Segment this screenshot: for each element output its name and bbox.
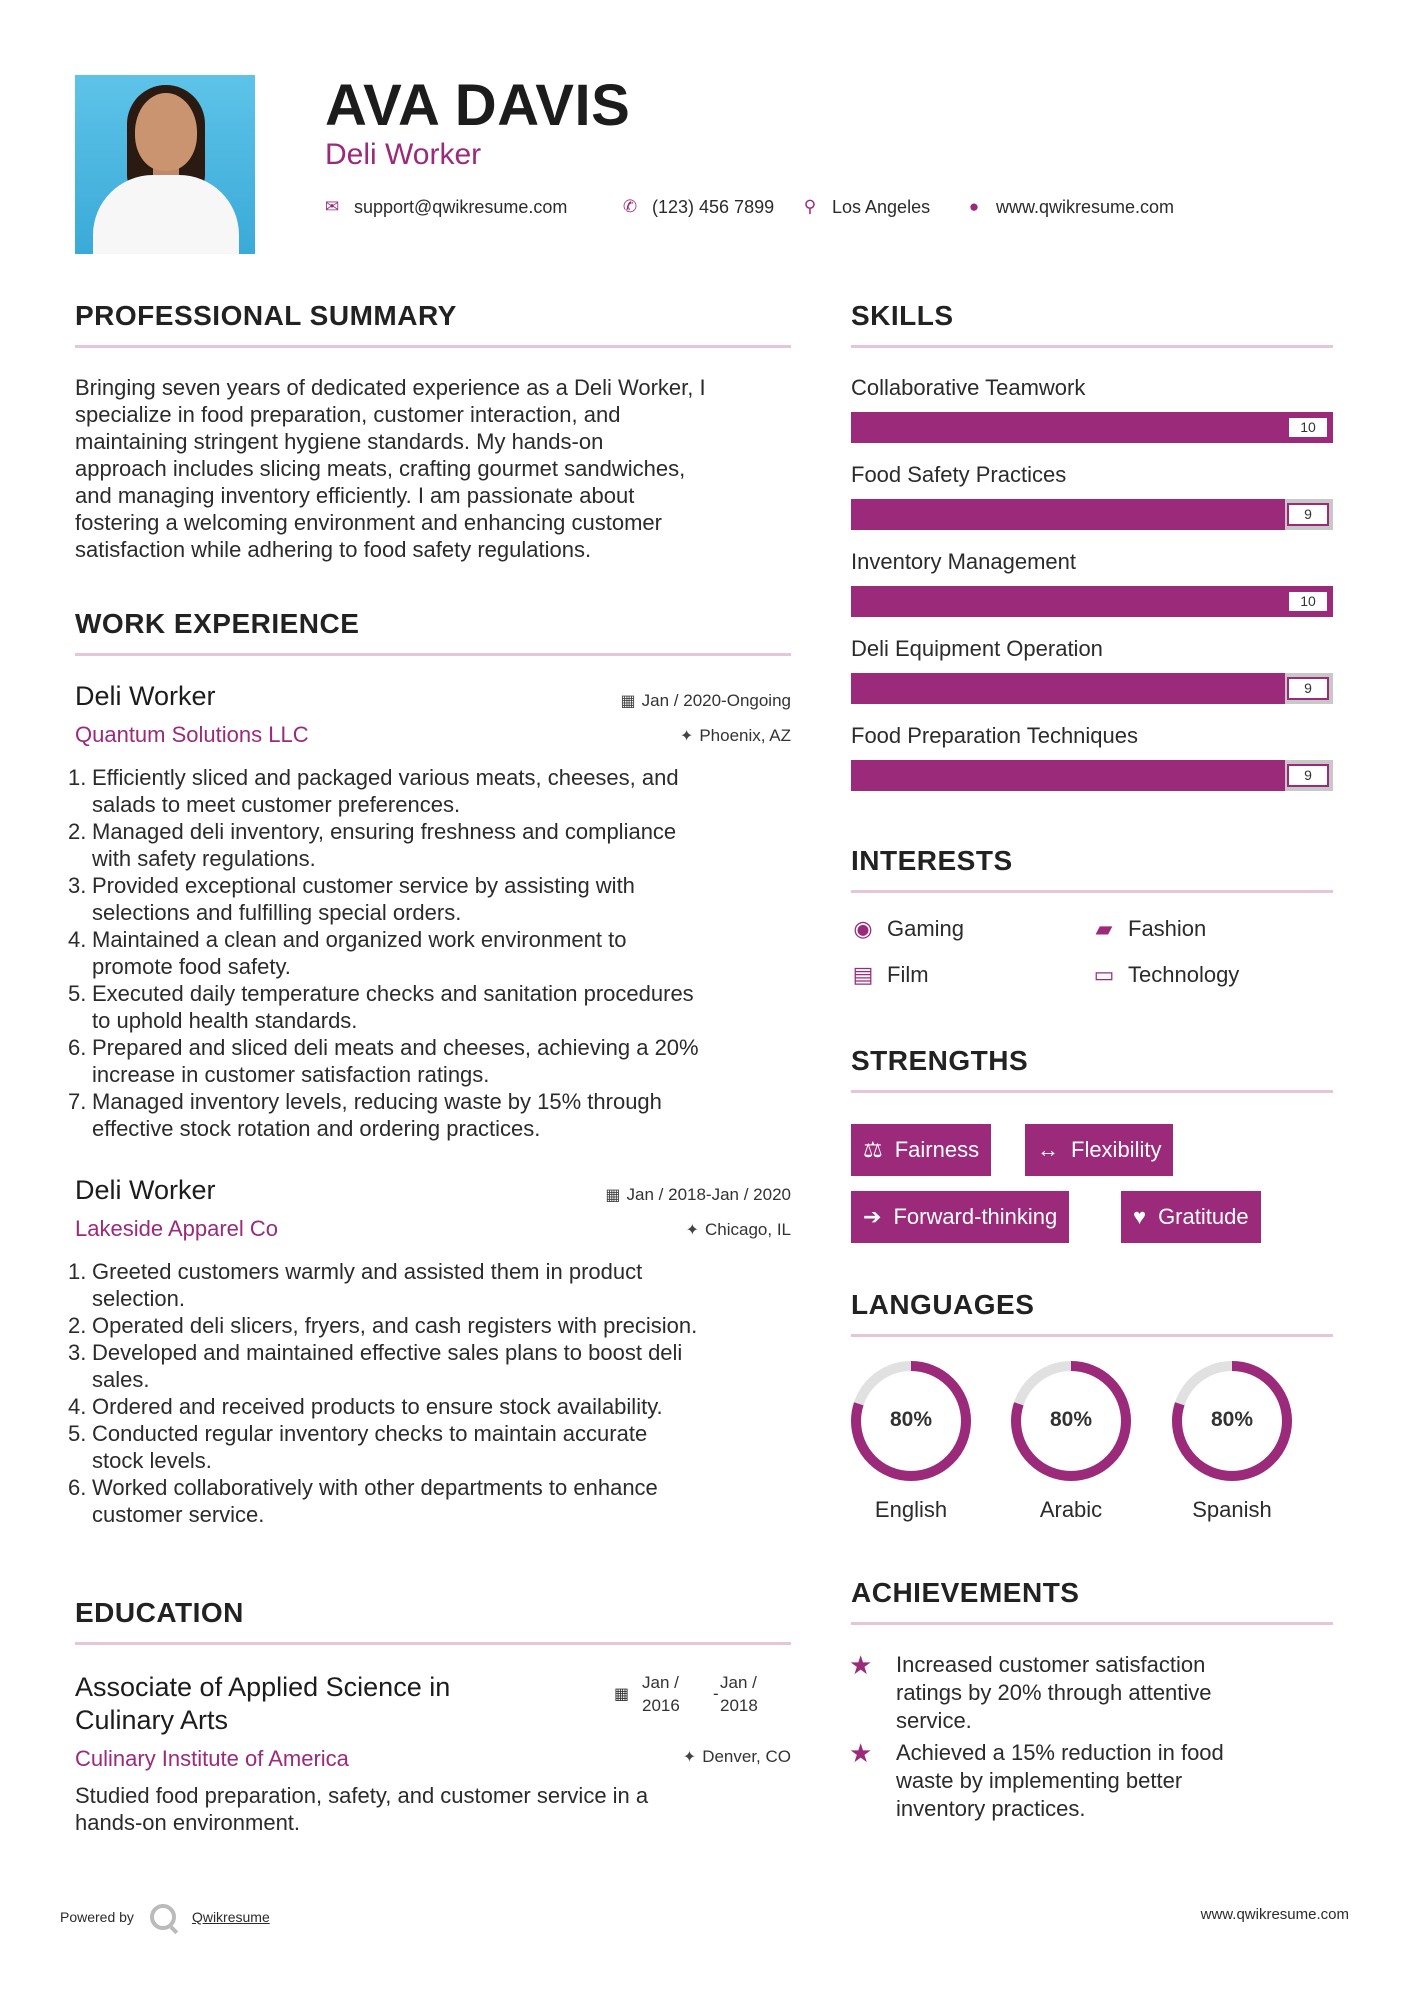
candidate-role: Deli Worker: [325, 138, 482, 171]
skill-bar-fill: [851, 499, 1285, 530]
interest-item: ▤ Film: [849, 962, 929, 988]
job-location: ✦ Phoenix, AZ: [679, 726, 791, 745]
list-item: 2. Managed deli inventory, ensuring freshness and compliance with safety regulations.: [68, 819, 677, 871]
strengths-divider: [851, 1090, 1333, 1093]
star-icon: ★: [849, 1650, 873, 1680]
calendar-icon: ▦: [614, 1686, 630, 1703]
laptop-icon: ▭: [1093, 962, 1115, 987]
achievement-text: Increased customer satisfaction ratings by 20% through attentive service.: [896, 1652, 1212, 1733]
interest-item: ▰ Fashion: [1090, 916, 1206, 942]
language-percent: 80%: [1210, 1408, 1254, 1431]
job-company: Lakeside Apparel Co: [75, 1216, 279, 1241]
education-location: ✦ Denver, CO: [682, 1747, 791, 1766]
skill-bar-fill: [851, 673, 1285, 704]
strength-tag: ➔ Forward-thinking: [851, 1191, 1069, 1243]
achievement-text: Achieved a 15% reduction in food waste by implementing better inventory practices.: [896, 1740, 1224, 1821]
language-name: Arabic: [1039, 1497, 1103, 1522]
calendar-icon: ▦: [605, 1187, 621, 1204]
languages-divider: [851, 1334, 1333, 1337]
skill-score: 9: [1287, 764, 1329, 787]
qwikresume-link[interactable]: Qwikresume: [191, 1909, 270, 1925]
interests-divider: [851, 890, 1333, 893]
location-text: Los Angeles: [832, 196, 931, 217]
star-icon: ★: [849, 1738, 873, 1768]
balance-scale-icon: ⚖: [863, 1137, 883, 1162]
languages-heading: LANGUAGES: [851, 1289, 1035, 1320]
skill-bar-fill: [851, 412, 1333, 443]
list-item: 6. Worked collaboratively with other departments to enhance customer service.: [68, 1475, 658, 1527]
achievements-divider: [851, 1622, 1333, 1625]
list-item: 7. Managed inventory levels, reducing waste by 15% through effective stock rotation and ordering practices.: [68, 1089, 662, 1141]
skill-score: 10: [1287, 416, 1329, 439]
list-item: 5. Executed daily temperature checks and sanitation procedures to uphold health standards.: [68, 981, 694, 1033]
education-heading: EDUCATION: [75, 1597, 244, 1628]
job-company: Quantum Solutions LLC: [75, 722, 309, 747]
powered-by-label: Powered by: [60, 1909, 134, 1925]
skill-bar: [851, 673, 1333, 704]
language-percent: 80%: [889, 1408, 933, 1431]
skill-name: Food Safety Practices: [851, 462, 1067, 487]
skill-bar: [851, 499, 1333, 530]
skill-bar-fill: [851, 586, 1333, 617]
education-divider: [75, 1642, 791, 1645]
contact-email[interactable]: [322, 193, 567, 221]
website-text: www.qwikresume.com: [996, 196, 1175, 217]
interests-heading: INTERESTS: [851, 845, 1013, 876]
pin-icon: ✦: [685, 1222, 699, 1239]
job-location: ✦ Chicago, IL: [685, 1220, 791, 1239]
skill-name: Deli Equipment Operation: [851, 636, 1103, 661]
achievements-heading: ACHIEVEMENTS: [851, 1577, 1080, 1608]
job-dates: ▦ Jan / 2020-Ongoing: [620, 691, 791, 710]
phone-text: (123) 456 7899: [652, 196, 775, 217]
shopping-bag-icon: ▰: [1095, 916, 1113, 941]
list-item: 4. Ordered and received products to ensure stock availability.: [68, 1394, 663, 1419]
envelope-icon: ✉: [324, 197, 340, 216]
summary-divider: [75, 345, 791, 348]
footer-website[interactable]: www.qwikresume.com: [1200, 1906, 1349, 1923]
list-item: 1. Greeted customers warmly and assisted them in product selection.: [68, 1259, 643, 1311]
job-duties-list: [68, 764, 798, 1142]
list-item: 3. Provided exceptional customer service by assisting with selections and fulfilling special orders.: [68, 873, 635, 925]
skill-name: Inventory Management: [851, 549, 1077, 574]
language-name: English: [874, 1497, 948, 1522]
film-icon: ▤: [852, 962, 874, 987]
skills-divider: [851, 345, 1333, 348]
skills-heading: SKILLS: [851, 300, 954, 331]
skill-bar: [851, 760, 1333, 791]
arrows-horizontal-icon: ↔: [1037, 1137, 1059, 1162]
list-item: 4. Maintained a clean and organized work environment to promote food safety.: [68, 927, 627, 979]
job-title: Deli Worker: [75, 1175, 216, 1205]
profile-photo: [75, 75, 255, 254]
list-item: 3. Developed and maintained effective sales plans to boost deli sales.: [68, 1340, 683, 1392]
experience-divider: [75, 653, 791, 656]
map-marker-icon: ⚲: [803, 197, 817, 216]
arrow-right-icon: ➔: [863, 1204, 882, 1229]
job-duties-list: [68, 1258, 798, 1528]
strength-tag: ↔ Flexibility: [1025, 1124, 1173, 1176]
list-item: 6. Prepared and sliced deli meats and cheeses, achieving a 20% increase in customer satisfaction ratings.: [68, 1035, 699, 1087]
pin-icon: ✦: [679, 728, 694, 745]
footer-powered-by: [60, 1904, 270, 1930]
summary-heading: PROFESSIONAL SUMMARY: [75, 300, 457, 331]
skill-score: 10: [1287, 590, 1329, 613]
education-description: Studied food preparation, safety, and customer service in a hands-on environment.: [75, 1783, 649, 1835]
strength-tag: ⚖ Fairness: [851, 1124, 991, 1176]
job-title: Deli Worker: [75, 681, 216, 711]
strengths-heading: STRENGTHS: [851, 1045, 1029, 1076]
heart-icon: ♥: [1133, 1204, 1147, 1229]
contact-phone[interactable]: [620, 193, 774, 221]
degree-title: Associate of Applied Science in Culinary Arts: [75, 1672, 451, 1735]
interest-item: ◉ Gaming: [849, 916, 964, 942]
qwikresume-logo-icon: [150, 1904, 176, 1930]
skill-bar: [851, 586, 1333, 617]
contact-location: [800, 193, 930, 221]
globe-icon: ●: [968, 197, 980, 216]
skill-score: 9: [1287, 503, 1329, 526]
candidate-name: AVA DAVIS: [325, 73, 631, 138]
skill-score: 9: [1287, 677, 1329, 700]
gamepad-icon: ◉: [853, 916, 873, 941]
email-text: support@qwikresume.com: [354, 196, 568, 217]
calendar-icon: ▦: [620, 693, 636, 710]
skill-bar: [851, 412, 1333, 443]
school-name: Culinary Institute of America: [75, 1746, 349, 1771]
list-item: 2. Operated deli slicers, fryers, and cash registers with precision.: [68, 1313, 698, 1338]
summary-text: Bringing seven years of dedicated experience as a Deli Worker, I specialize in food preparation, customer interaction, and maintaining stringent hygiene standards. My hands-on approach includes slicing meats, crafting gourmet sandwiches, and managing inventory efficiently. I am passionate about fostering a welcoming environment and enhancing customer satisfaction while adhering to food safety regulations.: [75, 375, 706, 562]
strength-tag: ♥ Gratitude: [1121, 1191, 1261, 1243]
language-percent: 80%: [1049, 1408, 1093, 1431]
contact-website[interactable]: [964, 193, 1174, 221]
phone-icon: ✆: [622, 197, 638, 216]
language-name: Spanish: [1192, 1497, 1272, 1522]
skill-name: Food Preparation Techniques: [851, 723, 1139, 748]
interest-item: ▭ Technology: [1090, 962, 1239, 988]
experience-heading: WORK EXPERIENCE: [75, 608, 360, 639]
pin-icon: ✦: [682, 1749, 697, 1766]
job-dates: ▦ Jan / 2018-Jan / 2020: [605, 1185, 791, 1204]
resume-page: AVA DAVIS Deli Worker ✉ support@qwikresume.com ✆ (123) 456 7899 ⚲ Los Angeles ● www.qwikresume.com PROFESSIONAL SUMMARY Bringing seven years of dedicated experience as a Deli Worker, I specialize in food preparation, customer interaction, and maintaining stringent hygiene standards. My hands-on approach includes slicing meats, crafting gourmet sandwiches, and managing inventory efficiently. I am passionate about fostering a welcoming environment and enhancing customer satisfaction while adhering to food safety regulations. WORK EXPERIENCE Deli Worker Quantum Solutions LLC ▦ Jan / 2020-Ongoing ✦ Phoenix, AZ 1. Efficiently sliced and packaged various meats, cheeses, and salads to meet customer preferences. 2. Managed deli inventory, ensuring freshness and compliance with safety regulations. 3. Provided exceptional customer service by assisting with selections and fulfilling special orders. 4. Maintained a clean and organized work environment to promote food safety. 5. Executed daily temperature checks and sanitation procedures to uphold health standards. 6. Prepared and sliced deli meats and cheeses, achieving a 20% increase in customer satisfaction ratings. 7. Managed inventory levels, reducing waste by 15% through effective stock rotation and ordering practices. Deli Worker Lakeside Apparel Co ▦ Jan / 2018-Jan / 2020 ✦ Chicago, IL 1. Greeted customers warmly and assisted them in product selection. 2. Operated deli slicers, fryers, and cash registers with precision. 3. Developed and maintained effective sales plans to boost deli sales. 4. Ordered and received products to ensure stock availability. 5. Conducted regular inventory checks to maintain accurate stock levels. 6. Worked collaboratively with other departments to enhance customer service. EDUCATION Associate of Applied Science in Culinary Arts ▦ Jan / 2016 - Jan / 2018 Culinary Institute of America ✦ Denver, CO Studied food preparation, safety, and customer service in a hands-on environment. SKILLS Collaborative Teamwork 10 Food Safety Practices 9 Inventory Management 10 Deli Equipment Operation 9 Food Preparation Techniques 9 INTERESTS ◉ Gaming ▰ Fashion ▤ Film ▭ Technology STRENGTHS ⚖ Fairness ↔ Flexibility ➔ Forward-thinking ♥ Gratitude LANGUAGES 80% English 80% Arabic 80% Spanish ACHIEVEMENTS ★ Increased customer satisfaction ratings by 20% through attentive service. ★ Achieved a 15% reduction in food waste by implementing better inventory practices. Powered by Qwikresume www.qwikresume.com: [0, 0, 1407, 1990]
list-item: 5. Conducted regular inventory checks to maintain accurate stock levels.: [68, 1421, 648, 1473]
skill-name: Collaborative Teamwork: [851, 375, 1086, 400]
skill-bar-fill: [851, 760, 1285, 791]
list-item: 1. Efficiently sliced and packaged various meats, cheeses, and salads to meet customer preferences.: [68, 765, 679, 817]
